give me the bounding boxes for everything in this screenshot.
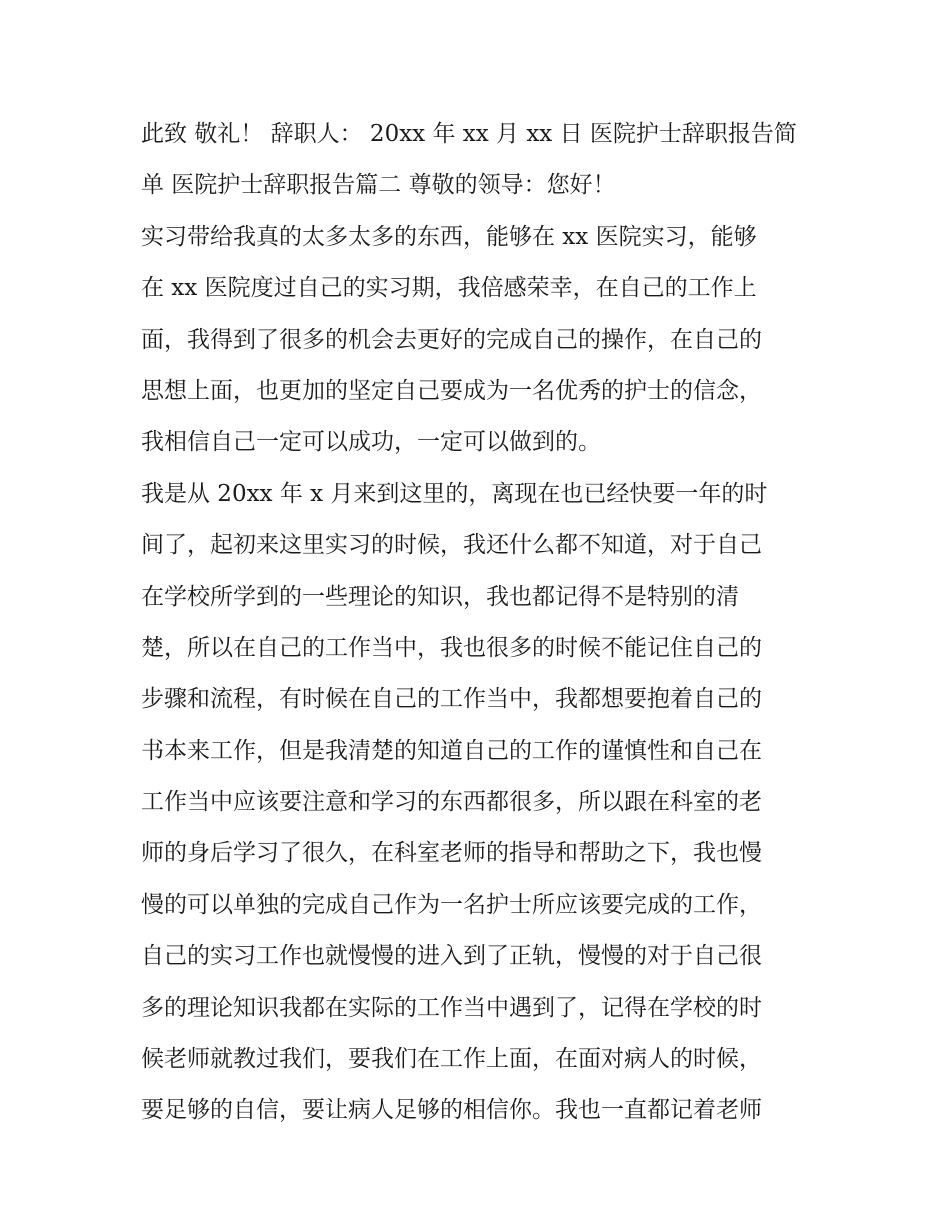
text-line: 我相信自己一定可以成功，一定可以做到的。 (141, 429, 601, 456)
text-line: 楚，所以在自己的工作当中，我也很多的时候不能记住自己的 (141, 634, 762, 661)
document-body (141, 109, 821, 1137)
text-line: 多的理论知识我都在实际的工作当中遇到了，记得在学校的时 (141, 994, 762, 1021)
text-line: 在 xx 医院度过自己的实习期，我倍感荣幸，在自己的工作上 (141, 275, 757, 302)
text-line: 工作当中应该要注意和学习的东西都很多，所以跟在科室的老 (141, 789, 762, 816)
text-line: 步骤和流程，有时候在自己的工作当中，我都想要抱着自己的 (141, 686, 762, 713)
text-line: 思想上面，也更加的坚定自己要成为一名优秀的护士的信念， (141, 377, 762, 404)
text-line: 我是从 20xx 年 x 月来到这里的，离现在也已经快要一年的时 (141, 480, 768, 507)
text-line: 此致 敬礼！ 辞职人： 20xx 年 xx 月 xx 日 医院护士辞职报告简 (141, 121, 797, 147)
text-line: 书本来工作，但是我清楚的知道自己的工作的谨慎性和自己在 (141, 737, 762, 764)
text-line: 要足够的自信，要让病人足够的相信你。我也一直都记着老师 (141, 1097, 762, 1124)
text-line: 面，我得到了很多的机会去更好的完成自己的操作，在自己的 (141, 326, 762, 353)
text-line: 实习带给我真的太多太多的东西，能够在 xx 医院实习，能够 (141, 223, 757, 250)
text-line: 自己的实习工作也就慢慢的进入到了正轨，慢慢的对于自己很 (141, 943, 762, 970)
text-line: 间了，起初来这里实习的时候，我还什么都不知道，对于自己 (141, 532, 762, 559)
text-line: 慢的可以单独的完成自己作为一名护士所应该要完成的工作， (141, 891, 762, 918)
text-line: 在学校所学到的一些理论的知识，我也都记得不是特别的清 (141, 583, 739, 610)
text-line: 候老师就教过我们，要我们在工作上面，在面对病人的时候， (141, 1046, 762, 1073)
text-line: 师的身后学习了很久，在科室老师的指导和帮助之下，我也慢 (141, 840, 762, 867)
text-line: 单 医院护士辞职报告篇二 尊敬的领导：您好！ (141, 172, 616, 199)
